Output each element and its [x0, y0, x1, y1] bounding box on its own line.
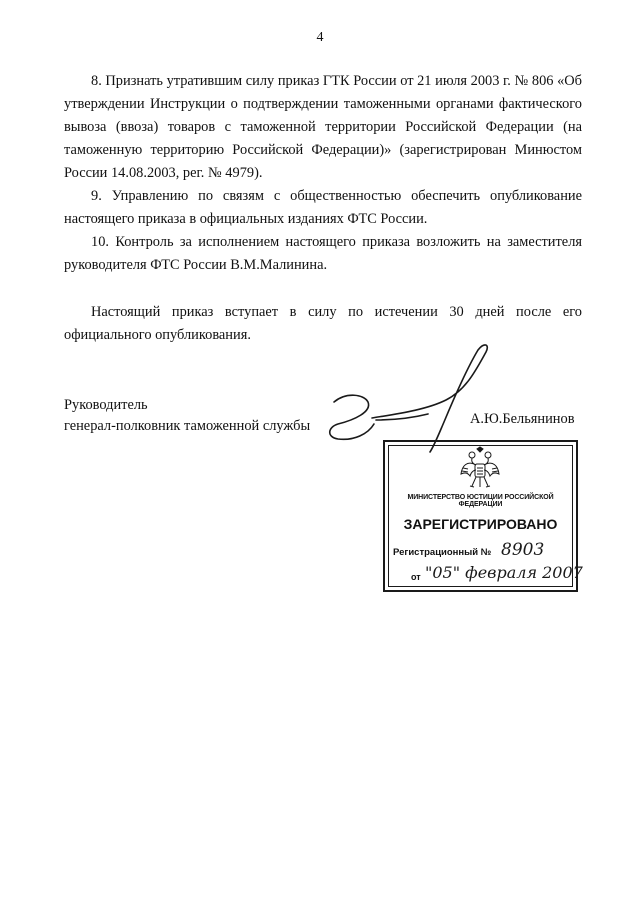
signatory-rank: генерал-полковник таможенной службы — [64, 418, 311, 434]
page-number: 4 — [316, 30, 324, 45]
stamp-registration-number: 8903 — [501, 540, 545, 560]
body-text — [64, 70, 582, 347]
coat-of-arms-icon — [459, 446, 501, 490]
registration-stamp — [383, 440, 583, 592]
stamp-handwritten-date: "05" февраля 2007 — [425, 563, 583, 582]
paragraph-10: 10. Контроль за исполнением настоящего приказа возложить на заместителя руководителя ФТС России В.М.Малинина. — [64, 234, 582, 273]
signatory-name: А.Ю.Бельянинов — [470, 411, 575, 427]
handwritten-signature — [316, 340, 496, 455]
signatory-position: Руководитель — [64, 397, 148, 413]
stamp-date-label: от — [411, 572, 421, 582]
stamp-registration-number-label: Регистрационный № — [393, 547, 492, 558]
paragraph-effective-date: Настоящий приказ вступает в силу по истечении 30 дней после его официального опубликования. — [64, 304, 582, 343]
stamp-ministry-title: МИНИСТЕРСТВО ЮСТИЦИИ РОССИЙСКОЙ ФЕДЕРАЦИИ — [407, 494, 554, 508]
paragraph-9: 9. Управлению по связям с общественностью обеспечить опубликование настоящего приказа в официальных изданиях ФТС России. — [64, 188, 582, 227]
stamp-registered-label: ЗАРЕГИСТРИРОВАНО — [403, 516, 558, 532]
paragraph-8: 8. Признать утратившим силу приказ ГТК России от 21 июля 2003 г. № 806 «Об утверждении Инструкции о подтверждении таможенными органами фактического вывоза (ввоза) товаров с таможенной территории Российской Федерации (на таможенную территорию Российской Федерации)» (зарегистрирован Минюстом России 14.08.2003, рег. № 4979). — [64, 73, 582, 181]
